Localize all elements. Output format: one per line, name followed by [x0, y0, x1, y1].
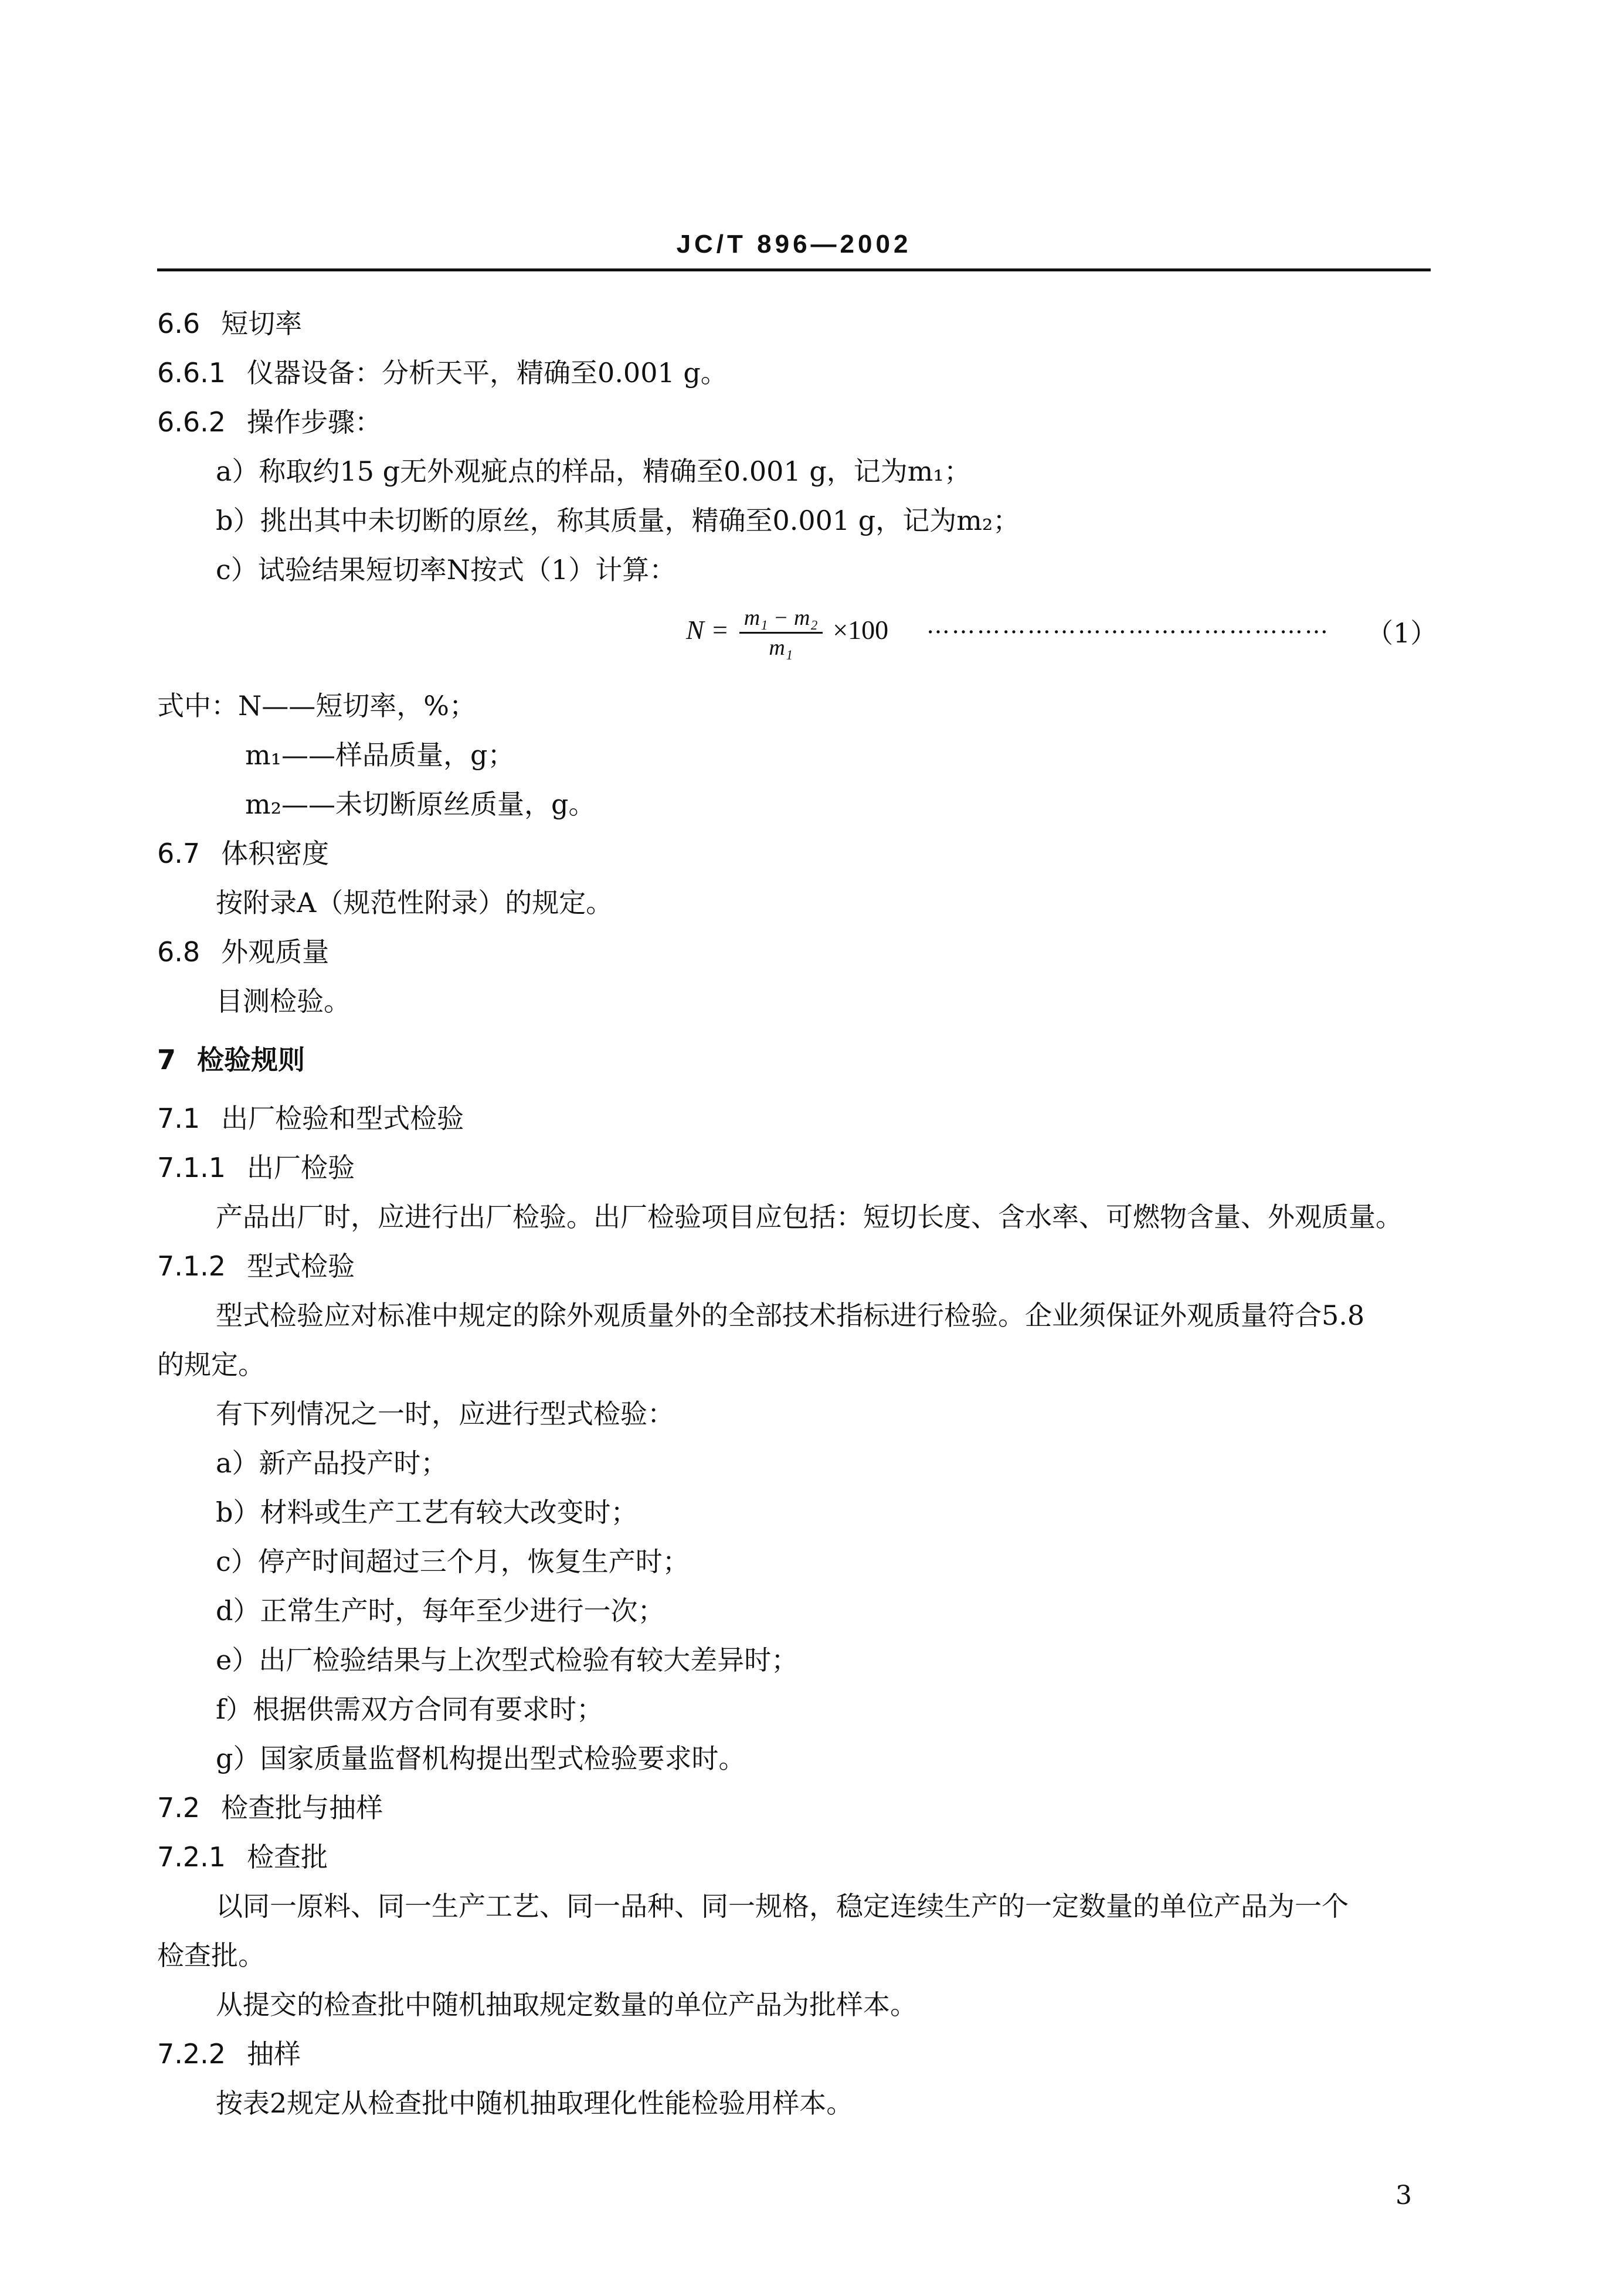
subsection-line: 7.2.2 抽样	[157, 2038, 301, 2070]
section-heading: 7.2 检查批与抽样	[157, 1792, 383, 1824]
subsection-line: 6.6.2 操作步骤：	[157, 406, 382, 438]
section-heading: 7.1 出厂检验和型式检验	[157, 1103, 464, 1134]
section-heading: 6.8 外观质量	[157, 936, 330, 968]
list-item: g）国家质量监督机构提出型式检验要求时。	[216, 1743, 746, 1774]
paragraph: 从提交的检查批中随机抽取规定数量的单位产品为批样本。	[216, 1989, 917, 2021]
subsection-line: 6.6.1 仪器设备：分析天平，精确至0.001 g。	[157, 357, 728, 389]
paragraph: 检查批。	[157, 1940, 265, 1971]
paragraph: 的规定。	[157, 1349, 265, 1380]
equation-number: （1）	[1366, 617, 1438, 649]
page-number: 3	[1396, 2181, 1412, 2210]
list-item: b）挑出其中未切断的原丝，称其质量，精确至0.001 g，记为m₂；	[216, 505, 1020, 536]
list-item: d）正常生产时，每年至少进行一次；	[216, 1595, 665, 1627]
subsection-line: 7.2.1 检查批	[157, 1841, 328, 1873]
list-item: a）称取约15 g无外观疵点的样品，精确至0.001 g，记为m₁；	[216, 455, 971, 487]
section-heading: 6.7 体积密度	[157, 838, 330, 869]
paragraph: 按附录A（规范性附录）的规定。	[216, 887, 613, 919]
where-line: 式中：N——短切率，%；	[157, 690, 476, 722]
paragraph: 有下列情况之一时，应进行型式检验：	[216, 1398, 674, 1430]
list-item: c）试验结果短切率N按式（1）计算：	[216, 554, 677, 586]
paragraph: 按表2规定从检查批中随机抽取理化性能检验用样本。	[216, 2087, 854, 2119]
subsection-line: 7.1.1 出厂检验	[157, 1152, 355, 1183]
list-item: b）材料或生产工艺有较大改变时；	[216, 1496, 638, 1528]
paragraph: 产品出厂时，应进行出厂检验。出厂检验项目应包括：短切长度、含水率、可燃物含量、外观质量。	[216, 1201, 1403, 1233]
chapter-heading: 7 检验规则	[157, 1044, 305, 1076]
header-rule	[157, 268, 1431, 271]
section-heading: 6.6 短切率	[157, 308, 303, 339]
subsection-line: 7.1.2 型式检验	[157, 1250, 355, 1282]
formula-fraction: $\frac{\text{m₁ − m₂}}{\text{m₁}}$	[739, 604, 823, 662]
page-header: JC/T 896—2002	[676, 230, 912, 258]
where-line: m₁——样品质量，g；	[245, 739, 515, 771]
list-item: c）停产时间超过三个月，恢复生产时；	[216, 1546, 690, 1577]
paragraph: 以同一原料、同一生产工艺、同一品种、同一规格，稳定连续生产的一定数量的单位产品为一个	[216, 1890, 1349, 1922]
formula: N = $\frac{\text{m₁ − m₂}}{\text{m₁}}$ ×100	[686, 604, 888, 662]
list-item: a）新产品投产时；	[216, 1447, 448, 1479]
list-item: e）出厂检验结果与上次型式检验有较大差异时；	[216, 1644, 799, 1676]
paragraph: 型式检验应对标准中规定的除外观质量外的全部技术指标进行检验。企业须保证外观质量符合5.8	[216, 1300, 1365, 1331]
where-line: m₂——未切断原丝质量，g。	[245, 788, 596, 820]
paragraph: 目测检验。	[216, 985, 351, 1017]
formula-leader-dots: …………………………………………	[926, 612, 1330, 639]
list-item: f）根据供需双方合同有要求时；	[216, 1693, 604, 1725]
